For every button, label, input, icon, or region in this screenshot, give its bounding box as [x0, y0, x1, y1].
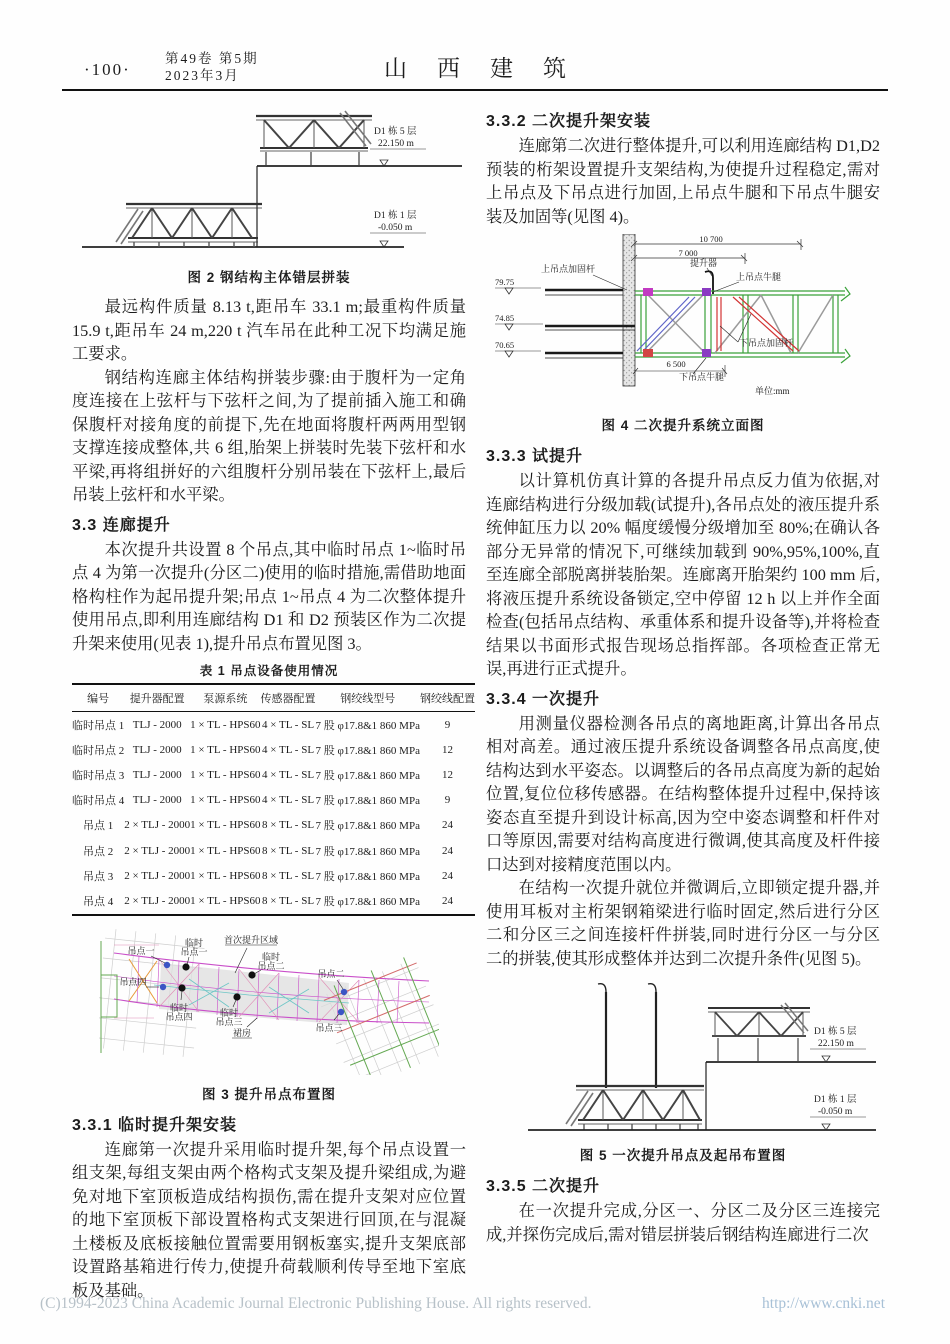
figure-4	[486, 234, 880, 434]
fig3-t4a-label: 临时	[169, 1002, 189, 1013]
cell: 4 × TL - SL	[262, 718, 315, 731]
cell: TLJ - 2000	[132, 768, 182, 781]
paragraph-first-lift-1: 用测量仪器检测各吊点的离地距离,计算出各吊点相对高差。通过液压提升系统设备调整各吊点高度,使结构达到水平姿态。以调整后的各吊点高度为新的起始位置,复位位移传感器。在结构整体提升过程中,保持该姿态直至提升到设计标高,因为空中姿态调整和杆件对口等原因,需要对结构高度进行微调,使其高度及杆件接口达到对接精度范围以内。	[486, 713, 880, 874]
fig2-elev5-label: 22.150 m	[378, 139, 414, 149]
fig4-elev2: 74.85	[495, 313, 515, 323]
fig3-t1a-label: 临时	[184, 937, 204, 948]
table-1-caption: 表 1 吊点设备使用情况	[199, 664, 339, 678]
paragraph-assembly-steps: 钢结构连廊主体结构拼装步骤:由于腹杆为一定角度连接在上弦杆与下弦杆之间,为了提前插入施工和确保腹杆对接角度的前提下,先在地面将腹杆两两用型钢支撑连接成整体,共 6 组,胎架上拼装时先装下弦杆和水平梁,再将组拼好的六组腹杆分别吊装在下弦杆上,最后吊装上弦杆和水平梁。	[72, 367, 466, 504]
cell: 吊点 4	[83, 895, 114, 908]
fig4-bottom-brace-label: 下吊点加固杆	[739, 338, 794, 348]
cell: 7 股 φ17.8&1 860 MPa	[315, 870, 420, 883]
heading-3-3-1: 3.3.1 临时提升架安装	[72, 1116, 238, 1134]
table-row	[72, 838, 475, 863]
cell: 12	[441, 768, 453, 781]
figure-3	[72, 923, 466, 1103]
fig4-unit-label: 单位:mm	[755, 386, 790, 396]
heading-3-3-3: 3.3.3 试提升	[486, 448, 584, 465]
col-lifter: 提升器配置	[124, 684, 190, 712]
cell: 24	[441, 894, 453, 907]
figure-2-caption: 图 2 钢结构主体错层拼装	[187, 270, 351, 285]
cell: 1 × TL - HPS60	[190, 768, 261, 781]
fig2-floor1-label: D1 栋 1 层	[374, 211, 417, 221]
figure-5	[486, 978, 880, 1164]
cell: 12	[441, 743, 453, 756]
cell: 7 股 φ17.8&1 860 MPa	[315, 744, 420, 757]
cell: 7 股 φ17.8&1 860 MPa	[315, 769, 420, 782]
cell: 8 × TL - SL	[262, 869, 315, 882]
table-row	[72, 813, 475, 838]
cell: TLJ - 2000	[132, 794, 182, 807]
fig5-floor1-label: D1 栋 1 层	[814, 1095, 857, 1105]
footer-copyright: (C)1994-2023 China Academic Journal Electronic Publishing House. All rights reserved.	[40, 1295, 592, 1312]
fig3-first-zone-label: 首次提升区域	[223, 934, 279, 945]
paragraph-lift-points: 本次提升共设置 8 个吊点,其中临时吊点 1~临时吊点 4 为第一次提升(分区二)使用的临时措施,需借助地面格构柱作为起吊提升架;吊点 1~吊点 4 为二次整体提升使用吊点,即利用连廊结构 D1 和 D2 预装区作为二次提升架来使用(见表 1),提升吊点布置见图 3。	[72, 539, 466, 653]
footer-url: http://www.cnki.net	[762, 1295, 885, 1312]
left-column	[72, 108, 475, 1302]
col-pump: 泵源系统	[190, 684, 260, 712]
volume-line1: 第49卷 第5期	[165, 51, 259, 66]
fig3-t1b-label: 吊点一	[180, 946, 208, 957]
fig3-dd2-label: 吊点二	[317, 968, 345, 979]
cell: 24	[441, 869, 453, 882]
cell: 8 × TL - SL	[262, 894, 315, 907]
fig3-dd3-label: 吊点三	[315, 1022, 343, 1033]
fig5-elev5-label: 22.150 m	[818, 1039, 854, 1049]
cell: 24	[441, 844, 453, 857]
fig5-elev1-label: -0.050 m	[818, 1107, 853, 1117]
cell: 2 × TLJ - 2000	[124, 894, 191, 907]
fig3-t3b-label: 吊点三	[215, 1016, 243, 1027]
table-row	[72, 788, 475, 813]
cell: 吊点 2	[83, 845, 114, 858]
cell: 1 × TL - HPS60	[190, 894, 261, 907]
paragraph-trial-lift: 以计算机仿真计算的各提升吊点反力值为依据,对连廊结构进行分级加载(试提升),各吊点处的液压提升系统伸缸压力以 20% 幅度缓慢分级增加至 80%;在确认各部分无异常的情况下,可继续加载到 90%,95%,100%,直至连廊全部脱离拼装胎架。连廊离开胎架约 100 mm 后,将液压提升系统设备锁定,空中停留 12 h 以上并作全面检查(包括吊点结构、承重体系和提升设备等),并将检查结果以书面形式报告现场总指挥部。各项检查正常无误,再进行正式提升。	[486, 471, 880, 678]
footer	[40, 1295, 885, 1313]
page-number: ·100·	[84, 60, 131, 79]
cell: 临时吊点 4	[72, 795, 125, 808]
cell: 9	[444, 718, 451, 731]
paragraph-second-lift: 在一次提升完成,分区一、分区二及分区三连接完成,并探伤完成后,需对错层拼装后钢结构连廊进行二次	[486, 1201, 880, 1244]
fig4-top-corbel-label: 上吊点牛腿	[736, 272, 782, 282]
fig4-dim-mid: 7 000	[678, 248, 698, 258]
table-row	[72, 762, 475, 787]
col-strand-count: 钢绞线配置	[420, 684, 475, 712]
fig4-dim-top: 10 700	[699, 234, 723, 244]
cell: 4 × TL - SL	[262, 743, 315, 756]
cell: 24	[441, 819, 453, 832]
figure-4-drawing	[493, 234, 873, 406]
fig3-t2b-label: 吊点二	[257, 960, 285, 971]
paragraph-component-weight: 最远构件质量 8.13 t,距吊车 33.1 m;最重构件质量 15.9 t,距吊车 24 m,220 t 汽车吊在此种工况下均满足施工要求。	[72, 297, 466, 363]
fig3-t3a-label: 临时	[219, 1007, 239, 1018]
cell: 7 股 φ17.8&1 860 MPa	[315, 719, 420, 732]
figure-2-drawing	[74, 108, 464, 258]
fig3-podium-label: 裙房	[232, 1027, 252, 1038]
fig4-bottom-corbel-label: 下吊点牛腿	[679, 372, 725, 382]
figure-5-drawing	[488, 978, 878, 1136]
cell: 7 股 φ17.8&1 860 MPa	[315, 845, 420, 858]
cell: 9	[444, 794, 451, 807]
header-rule	[62, 89, 888, 91]
table-row	[72, 888, 475, 914]
cell: 4 × TL - SL	[262, 794, 315, 807]
cell: 1 × TL - HPS60	[190, 869, 261, 882]
fig4-lifter-label: 提升器	[690, 258, 718, 268]
cell: 1 × TL - HPS60	[190, 844, 261, 857]
col-sensor: 传感器配置	[261, 684, 316, 712]
cell: 2 × TLJ - 2000	[124, 844, 191, 857]
cell: 2 × TLJ - 2000	[124, 869, 191, 882]
cell: 7 股 φ17.8&1 860 MPa	[315, 895, 420, 908]
figure-3-drawing	[99, 923, 439, 1075]
table-header-row	[72, 684, 475, 712]
cell: 临时吊点 3	[72, 769, 125, 782]
cell: 1 × TL - HPS60	[190, 743, 261, 756]
table-row	[72, 737, 475, 762]
cell: TLJ - 2000	[132, 743, 182, 756]
right-column	[486, 108, 880, 1246]
fig5-floor5-label: D1 栋 5 层	[814, 1027, 857, 1037]
heading-3-3: 3.3 连廊提升	[72, 516, 171, 534]
cell: TLJ - 2000	[132, 718, 182, 731]
fig3-dd4-label: 吊点四	[119, 976, 147, 987]
fig3-t2a-label: 临时	[261, 951, 281, 962]
cell: 4 × TL - SL	[262, 768, 315, 781]
figure-3-caption: 图 3 提升吊点布置图	[201, 1086, 336, 1102]
cell: 临时吊点 1	[72, 719, 125, 732]
fig4-elev1: 79.75	[495, 277, 515, 287]
table-1	[72, 683, 475, 916]
cell: 8 × TL - SL	[262, 819, 315, 832]
cell: 1 × TL - HPS60	[190, 718, 261, 731]
fig2-floor5-label: D1 栋 5 层	[374, 127, 417, 137]
paragraph-first-lift-2: 在结构一次提升就位并微调后,立即锁定提升器,并使用耳板对主桁架钢箱梁进行临时固定,然后进行分区二和分区三之间连接杆件拼装,同时进行分区一与分区二的拼装,使其形成整体并达到二次提升条件(见图 5)。	[486, 878, 880, 968]
col-strand-type: 钢绞线型号	[316, 684, 420, 712]
cell: 吊点 3	[83, 870, 114, 883]
cell: 7 股 φ17.8&1 860 MPa	[315, 820, 420, 833]
cell: 7 股 φ17.8&1 860 MPa	[315, 795, 420, 808]
cell: 2 × TLJ - 2000	[124, 819, 191, 832]
heading-3-3-5: 3.3.5 二次提升	[486, 1178, 601, 1195]
fig3-dd1-label: 吊点一	[127, 945, 155, 956]
table-row	[72, 863, 475, 888]
heading-3-3-4: 3.3.4 一次提升	[486, 690, 601, 708]
paragraph-second-frame: 连廊第二次进行整体提升,可以利用连廊结构 D1,D2 预装的桁架设置提升支架结构,为使提升过程稳定,需对上吊点及下吊点进行加固,上吊点牛腿和下吊点牛腿安装及加固等(见图 4)。	[486, 136, 880, 226]
journal-title: 山西建筑	[384, 56, 596, 81]
cell: 1 × TL - HPS60	[190, 819, 261, 832]
table-row	[72, 712, 475, 738]
volume-line2: 2023年3月	[165, 68, 240, 83]
fig4-dim-bottom: 6 500	[666, 359, 686, 369]
fig3-t4b-label: 吊点四	[165, 1011, 193, 1022]
fig4-top-brace-label: 上吊点加固杆	[541, 264, 596, 274]
heading-3-3-2: 3.3.2 二次提升架安装	[486, 113, 652, 130]
figure-5-caption: 图 5 一次提升吊点及起吊布置图	[579, 1148, 787, 1163]
fig4-elev3: 70.65	[495, 340, 515, 350]
figure-2	[72, 108, 466, 286]
figure-4-caption: 图 4 二次提升系统立面图	[601, 418, 765, 433]
fig2-elev1-label: -0.050 m	[378, 223, 413, 233]
col-id: 编号	[72, 684, 124, 712]
cell: 临时吊点 2	[72, 744, 125, 757]
cell: 8 × TL - SL	[262, 844, 315, 857]
cell: 吊点 1	[83, 820, 114, 833]
cell: 1 × TL - HPS60	[190, 794, 261, 807]
paragraph-temp-frame: 连廊第一次提升采用临时提升架,每个吊点设置一组支架,每组支架由两个格构式支架及提升梁组成,为避免对地下室顶板造成结构损伤,需在提升支架对应位置的地下室顶板下部设置格构式支架进行回顶,在与混凝土楼板及底板接触位置需要用钢板塞实,提升支架底部设置路基箱进行传力,使提升荷载顺利传导至地下室底板及基础。	[72, 1139, 466, 1300]
